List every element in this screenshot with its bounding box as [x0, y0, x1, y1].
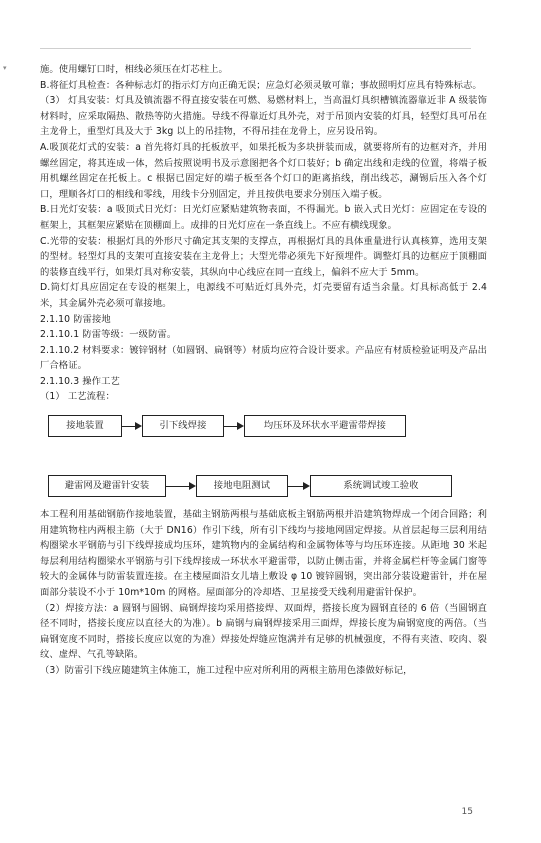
flow-step-lightning-net: 避雷网及避雷针安装	[48, 475, 166, 497]
flow-arrow	[122, 415, 142, 437]
process-flowchart	[40, 409, 487, 505]
paragraph: （3） 灯具安装：灯具及镇流器不得直接安装在可燃、易燃材料上，当高温灯具织槽镇流器靠近非 A 级装饰材料时，应采取隔热、散热等防火措施。导线不得靠近灯具外壳，对于吊顶内安装的灯具，轻型灯具可吊在主龙骨上，重型灯具及大于 3kg 以上的吊挂物，不得吊挂在龙骨上，应另设吊钩。	[40, 95, 487, 138]
header-rule	[40, 48, 471, 49]
flow-step-down-conductor: 引下线焊接	[142, 415, 224, 437]
page-number: 15	[461, 807, 473, 817]
paragraph: B.将征灯具检查：各种标志灯的指示灯方向正确无误；应急灯必须灵敏可靠；事故照明灯应具有特殊标志。	[40, 79, 482, 91]
paragraph: A.吸顶花灯式的安装：a 首先将灯具的托板放平，如果托板为多块拼装而成，就要将所有的边框对齐，并用螺丝固定，将其连成一体，然后按照说明书及示意图把各个灯口装好；b 确定出线和走线的位置，将端子板用机螺丝固定在托板上。c 根据已固定好的端子板至各个灯口的距离掐线，削出线芯，涮锡后压入各个灯口，理顺各灯口的相线和零线，用线卡分别固定，并且按供电要求分别压入端子板。	[40, 141, 487, 200]
paragraph: （2）焊接方法：a 圆钢与圆钢、扁钢焊接均采用搭接焊、双面焊，搭接长度为圆钢直径的 6 倍（当圆钢直径不同时，搭接长度应以直径大的为准）。b 扁钢与扁钢焊接采用三面焊，焊接长度为扁钢宽度的两倍。（当扁钢宽度不同时，搭接长度应以宽的为准）焊接处焊缝应饱满并有足够的机械强度，不得有夹渣、咬肉、裂纹、虚焊、气孔等缺陷。	[40, 602, 487, 661]
flow-arrow	[224, 415, 244, 437]
paragraph: 2.1.10.1 防雷等级：一级防雷。	[40, 329, 177, 341]
flow-step-grounding-device: 接地装置	[48, 415, 122, 437]
paragraph: D.筒灯灯具应固定在专设的框架上，电源线不可贴近灯具外壳，灯壳要留有适当余量。灯具标高低于 2.4 米，其金属外壳必须可靠接地。	[40, 282, 487, 309]
flow-step-equalizing-ring: 均压环及环状水平避雷带焊接	[244, 415, 406, 437]
flow-arrow	[166, 475, 196, 497]
document-body	[40, 62, 487, 679]
paragraph: 本工程利用基础钢筋作接地装置，基础主钢筋两根与基础底板主钢筋两根并沿建筑物焊成一个闭合回路；利用建筑物柱内两根主筋（大于 DN16）作引下线，所有引下线均与接地网固定焊接。从首层起每三层利用结构圈梁水平钢筋与引下线焊接成均压环，建筑物内的金属结构和金属物体等与均压环连接。从距地 30 米起每层利用结构圈梁水平钢筋与引下线焊接成一环状水平避雷带，以防止侧击雷，并将金属栏杆等金属门窗等较大的金属体与防雷装置连接。在主楼屋面沿女儿墙上敷设 φ 10 镀锌圆钢，突出部分装设避雷针，并在屋面部分装设不小于 10m*10m 的网格。屋面部分的冷却塔、卫星接受天线利用避雷针保护。	[40, 509, 487, 599]
paragraph: C.光带的安装：根据灯具的外形尺寸确定其支架的支撑点，再根据灯具的具体重量进行认真核算，选用支架的型材。轻型灯具的支架可直接安装在主龙骨上；大型光带必须先下好预埋件。调整灯具的边框应于顶棚面的装修直线平行，如果灯具对称安装，其纵向中心线应在同一直线上，偏斜不应大于 5mm。	[40, 235, 487, 278]
paragraph: 施。使用螺钉口时，相线必须压在灯芯柱上。	[40, 64, 228, 75]
section-heading: 2.1.10 防雷接地	[40, 313, 111, 325]
paragraph: （3）防雷引下线应随建筑主体施工，施工过程中应对所利用的两根主筋用色漆做好标记，	[40, 665, 413, 676]
flow-arrow	[288, 475, 310, 497]
margin-marker: ▾	[3, 64, 7, 72]
section-heading: 2.1.10.3 操作工艺	[40, 375, 120, 387]
paragraph: （1） 工艺流程：	[40, 391, 115, 403]
paragraph: B.日光灯安装：a 吸顶式日光灯：日光灯应紧贴建筑物表面，不得漏光。b 嵌入式日光灯：应固定在专设的框架上，其框架应紧贴在顶棚面上。成排的日光灯应在一条直线上。不应有横线现象。	[40, 204, 487, 231]
flow-step-acceptance: 系统调试竣工验收	[310, 475, 452, 497]
flow-step-resistance-test: 接地电阻测试	[196, 475, 288, 497]
paragraph: 2.1.10.2 材料要求：镀锌钢材（如圆钢、扁钢等）材质均应符合设计要求。产品应有材质检验证明及产品出厂合格证。	[40, 344, 487, 372]
